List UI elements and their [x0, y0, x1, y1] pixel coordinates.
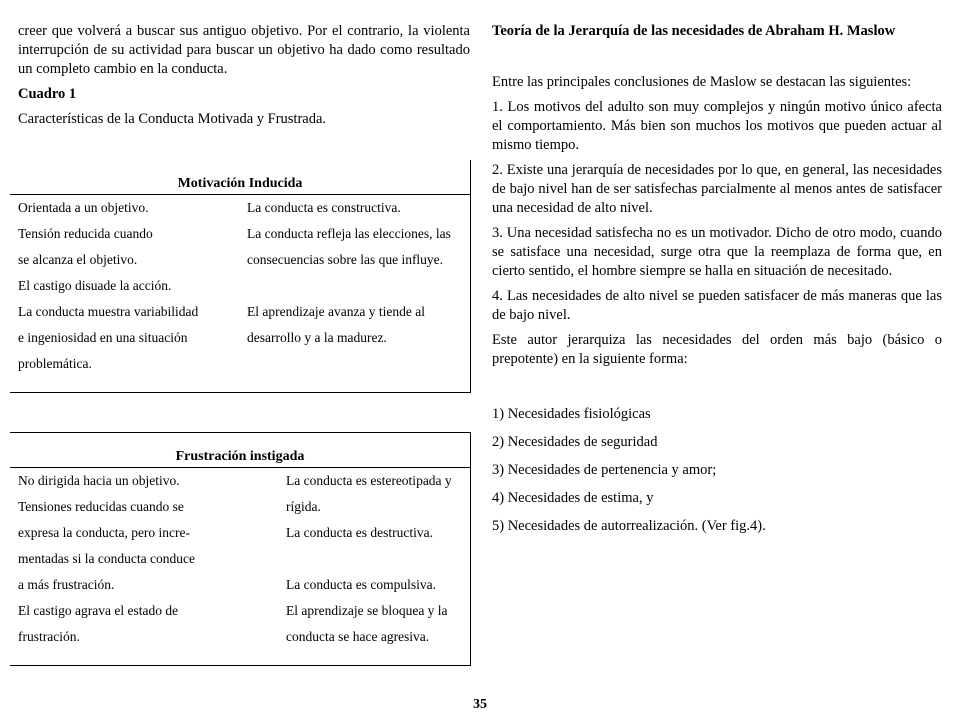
table-row	[18, 247, 470, 273]
table-cell: Tensiones reducidas cuando se	[18, 499, 184, 514]
table-cell: e ingeniosidad en una situación	[18, 330, 188, 345]
table-row	[18, 221, 470, 247]
table-row	[18, 598, 470, 624]
paragraph: 4. Las necesidades de alto nivel se pueden satisfacer de más maneras que las de bajo nivel.	[492, 288, 942, 323]
table-cell: La conducta muestra variabilidad	[18, 304, 199, 319]
table-rows	[10, 468, 470, 658]
table-cell: La conducta es constructiva.	[247, 200, 401, 215]
table-cell: Orientada a un objetivo.	[18, 200, 149, 215]
table-row	[18, 273, 470, 299]
table-row	[18, 351, 470, 377]
paragraph: Este autor jerarquiza las necesidades del orden más bajo (básico o prepotente) en la siguiente forma:	[492, 332, 942, 367]
table-row	[18, 325, 470, 351]
intro-paragraph: creer que volverá a buscar sus antiguo objetivo. Por el contrario, la violenta interrupción de su actividad para buscar un objetivo ha dado como resultado un completo cambio en la conducta.	[18, 23, 470, 77]
table-cell: La conducta es estereotipada y	[286, 473, 452, 488]
table-cell: se alcanza el objetivo.	[18, 252, 138, 267]
table-cell: rígida.	[286, 499, 321, 514]
table-row	[18, 572, 470, 598]
table-cell: No dirigida hacia un objetivo.	[18, 473, 180, 488]
table-caption: Características de la Conducta Motivada y Frustrada.	[18, 111, 327, 127]
paragraph: 2. Existe una jerarquía de necesidades por lo que, en general, las necesidades de bajo nivel han de ser satisfechas parcialmente al menos antes de satisfacer una necesidad de alto nivel.	[492, 162, 942, 216]
list-item: 4) Necesidades de estima, y	[492, 490, 654, 506]
frustrated-behavior-table	[10, 432, 471, 666]
table-cell: expresa la conducta, pero incre-	[18, 525, 191, 540]
table-cell: La conducta es destructiva.	[286, 525, 433, 540]
table-title: Frustración instigada	[10, 433, 470, 468]
table-row	[18, 468, 470, 494]
list-item: 5) Necesidades de autorrealización. (Ver fig.4).	[492, 518, 766, 534]
table-row	[18, 195, 470, 221]
table-cell: a más frustración.	[18, 577, 115, 592]
motivated-behavior-table	[10, 160, 471, 393]
right-column	[492, 22, 942, 545]
table-cell: La conducta refleja las elecciones, las	[247, 226, 451, 241]
paragraph: 3. Una necesidad satisfecha no es un motivador. Dicho de otro modo, cuando se satisface una necesidad, surge otra que la reemplaza de forma que, en cierto sentido, el hombre siempre se halla en situación de necesitado.	[492, 225, 942, 279]
table-row	[18, 494, 470, 520]
table-row	[18, 520, 470, 546]
page-number: 35	[473, 697, 487, 712]
table-cell: desarrollo y a la madurez.	[247, 330, 387, 345]
paragraph: Entre las principales conclusiones de Maslow se destacan las siguientes:	[492, 74, 912, 90]
table-cell: problemática.	[18, 356, 92, 371]
table-cell: conducta se hace agresiva.	[286, 629, 430, 644]
list-item: 3) Necesidades de pertenencia y amor;	[492, 462, 717, 478]
table-cell: La conducta es compulsiva.	[286, 577, 436, 592]
table-label: Cuadro 1	[18, 86, 77, 102]
table-cell: Tensión reducida cuando	[18, 226, 153, 241]
table-cell: El aprendizaje avanza y tiende al	[247, 304, 426, 319]
table-row	[18, 546, 470, 572]
needs-list	[492, 405, 942, 536]
table-cell: mentadas si la conducta conduce	[18, 551, 195, 566]
section-title: Teoría de la Jerarquía de las necesidades de Abraham H. Maslow	[492, 23, 896, 39]
table-title: Motivación Inducida	[10, 160, 470, 195]
list-item: 1) Necesidades fisiológicas	[492, 406, 651, 422]
left-column	[18, 22, 470, 129]
table-cell: consecuencias sobre las que influye.	[247, 252, 444, 267]
table-row	[18, 624, 470, 650]
table-cell: El castigo agrava el estado de	[18, 603, 179, 618]
table-row	[18, 299, 470, 325]
table-cell: El castigo disuade la acción.	[18, 278, 172, 293]
table-rows	[10, 195, 470, 385]
list-item: 2) Necesidades de seguridad	[492, 434, 658, 450]
paragraph: 1. Los motivos del adulto son muy complejos y ningún motivo único afecta el comportamiento. Más bien son muchos los motivos que pueden actuar al mismo tiempo.	[492, 99, 942, 153]
table-cell: El aprendizaje se bloquea y la	[286, 603, 448, 618]
table-cell: frustración.	[18, 629, 80, 644]
